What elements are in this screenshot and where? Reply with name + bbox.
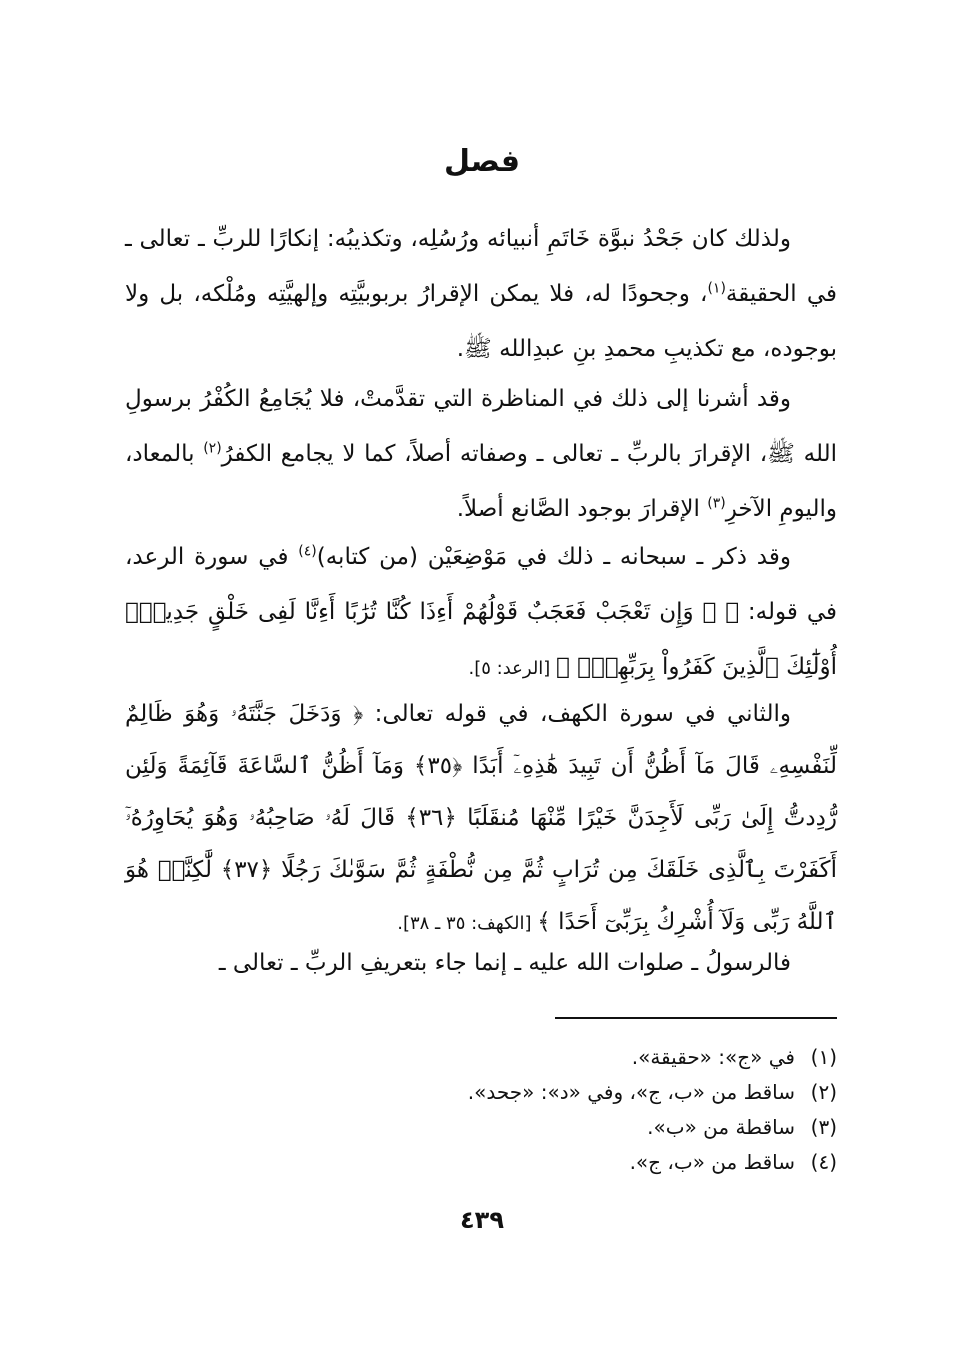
paragraph-4-text-a: والثاني في سورة الكهف، في قوله تعالى:: [363, 701, 791, 727]
footnote-marker-3: (٣): [707, 495, 726, 512]
footnote-1: [125, 1040, 837, 1075]
footnote-text: ساقط من «ب، ج»، وفي «د»: «جحد».: [467, 1080, 795, 1104]
paragraph-1: [125, 212, 837, 377]
footnote-marker-2: (٢): [203, 440, 222, 457]
paragraph-2-text-b: بالمعاد، واليومِ الآخرِ: [125, 441, 837, 522]
footnote-separator: [555, 1017, 837, 1019]
paragraph-2-text-c: الإقرارَ بوجود الصَّانع أصلاً.: [456, 496, 708, 522]
paragraph-1-text-b: ، وجحودًا له، فلا يمكن الإقرارُ بربوبيَّتِه وإلهيَّتِه ومُلْكه، بل ولا بوجوده، مع تكذيبِ محمدِ بنِ عبدِالله ﷺ.: [125, 281, 837, 362]
section-title: فصل: [444, 144, 520, 179]
quran-verse-ar-rad: ﴿ ۞ وَإِن تَعْجَبْ فَعَجَبٌ قَوْلُهُمْ أَءِذَا كُنَّا تُرَٰبًا أَءِنَّا لَفِى خَلْقٍ جَدِيدٍۗ أُوْلَٰٓئِكَ ٱلَّذِينَ كَفَرُواْ بِرَبِّهِمْۖ ﴾: [125, 599, 837, 680]
footnote-4: [125, 1145, 837, 1180]
paragraph-5-text-a: فالرسولُ ـ صلوات الله عليه ـ إنما جاء بتعريفِ الربِّ ـ تعالى ـ: [218, 950, 791, 976]
footnote-number: (٤): [810, 1150, 837, 1174]
footnote-marker-1: (١): [707, 280, 726, 297]
quran-verse-al-kahf: ﴿ وَدَخَلَ جَنَّتَهُۥ وَهُوَ ظَالِمٌ لِّنَفْسِهِۦ قَالَ مَآ أَظُنُّ أَن تَبِيدَ هَٰذِهِۦٓ أَبَدًا ﴿٣٥﴾ وَمَآ أَظُنُّ ٱلسَّاعَةَ قَآئِمَةً وَلَئِن رُّدِدتُّ إِلَىٰ رَبِّى لَأَجِدَنَّ خَيْرًا مِّنْهَا مُنقَلَبًا ﴿٣٦﴾ قَالَ لَهُۥ صَاحِبُهُۥ وَهُوَ يُحَاوِرُهُۥٓ أَكَفَرْتَ بِٱلَّذِى خَلَقَكَ مِن تُرَابٍ ثُمَّ مِن نُّطْفَةٍ ثُمَّ سَوَّىٰكَ رَجُلًا ﴿٣٧﴾ لَّٰكِنَّا۠ هُوَ ٱللَّهُ رَبِّى وَلَآ أُشْرِكُ بِرَبِّىٓ أَحَدًا ﴾: [125, 701, 838, 935]
paragraph-3: [125, 530, 837, 696]
paragraph-3-text-a: وقد ذكر ـ سبحانه ـ ذلك في مَوْضِعَيْن (من كتابه): [316, 544, 791, 570]
paragraph-5: [125, 936, 837, 991]
paragraph-4: [125, 688, 837, 950]
footnote-text: في «ج»: «حقيقة».: [631, 1045, 795, 1069]
paragraph-3-text-b: في سورة الرعد، في قوله:: [125, 544, 837, 625]
footnote-text: ساقطة من «ب».: [647, 1115, 795, 1139]
paragraph-2-text-a: وقد أشرنا إلى ذلك في المناظرة التي تقدَّمتْ، فلا يُجَامِعُ الكُفْرُ برسولِ الله ﷺ، الإقرارَ بالربِّ ـ تعالى ـ وصفاته أصلاً، كما لا يجامع الكفرُ: [125, 386, 838, 467]
footnote-number: (٣): [810, 1115, 837, 1139]
footnote-text: ساقط من «ب، ج».: [629, 1150, 795, 1174]
verse-reference-ar-rad: [الرعد: ٥].: [468, 658, 557, 679]
verse-reference-al-kahf: [الكهف: ٣٥ ـ ٣٨].: [397, 913, 538, 934]
paragraph-2: [125, 372, 837, 537]
footnote-number: (١): [810, 1045, 837, 1069]
footnote-3: [125, 1110, 837, 1145]
paragraph-1-text-a: ولذلك كان جَحْدُ نبوَّة خَاتَمِ أنبيائه ورُسُلِه، وتكذيبُه: إنكارًا للربِّ ـ تعالى ـ في الحقيقة: [125, 226, 837, 307]
footnote-2: [125, 1075, 837, 1110]
footnotes: [125, 1040, 837, 1180]
footnote-number: (٢): [810, 1080, 837, 1104]
footnote-marker-4: (٤): [298, 543, 317, 560]
page-number: ٤٣٩: [460, 1206, 504, 1234]
